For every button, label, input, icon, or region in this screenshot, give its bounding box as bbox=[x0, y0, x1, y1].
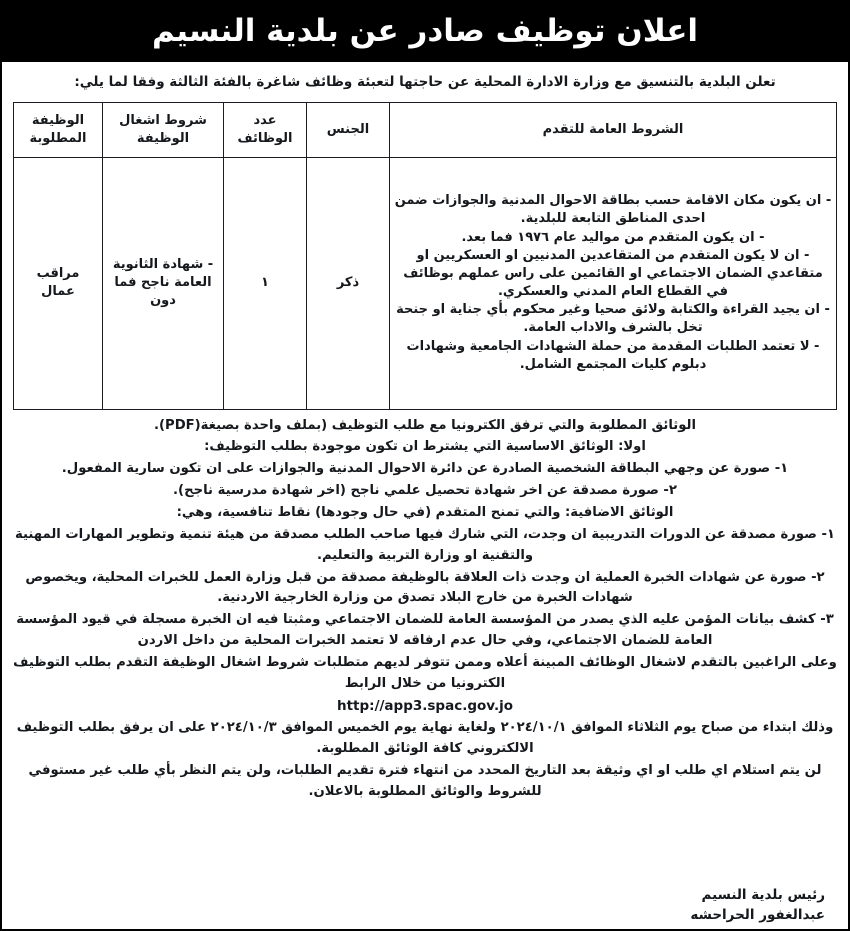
column-header-count: عدد الوظائف bbox=[224, 102, 307, 157]
intro-paragraph: تعلن البلدية بالتنسيق مع وزارة الادارة المحلية عن حاجتها لتعبئة وظائف شاغرة بالفئة الثالثة وفقا لما يلي: bbox=[74, 74, 776, 90]
column-header-job-requirements: شروط اشغال الوظيفة bbox=[103, 102, 224, 157]
vacancies-table bbox=[13, 102, 837, 410]
condition-item: - ان يكون المتقدم من مواليد عام ١٩٧٦ فما بعد. bbox=[461, 229, 765, 245]
condition-item: - ان لا يكون المتقدم من المتقاعدين المدنيين او العسكريين او متقاعدي الضمان الاجتماعي او القائمين على راس عملهم بوظائف في القطاع العام المدني والعسكري. bbox=[403, 247, 823, 300]
table-header-row bbox=[14, 102, 837, 157]
signature-role: رئيس بلدية النسيم bbox=[701, 886, 825, 903]
basic-document-item: ٢- صورة مصدقة عن اخر شهادة تحصيل علمي ناجح (اخر شهادة مدرسية ناجح). bbox=[173, 483, 677, 499]
cell-gender: ذكر bbox=[307, 157, 390, 409]
document-requirements-section bbox=[13, 416, 837, 876]
basic-documents-heading: اولا: الوثائق الاساسية التي يشترط ان تكون موجودة بطلب التوظيف: bbox=[204, 439, 646, 455]
page-title: اعلان توظيف صادر عن بلدية النسيم bbox=[151, 12, 699, 49]
additional-document-item: ٣- كشف بيانات المؤمن عليه الذي يصدر من المؤسسة العامة للضمان الاجتماعي ومثبتا فيه ان الخبرة مسجلة في قيود المؤسسة العامة للضمان الاجتماعي، وفي حال عدم ارفاقه لا تعتمد الخبرات المحلية من داخل الاردن bbox=[16, 612, 834, 649]
basic-document-item: ١- صورة عن وجهي البطاقة الشخصية الصادرة عن دائرة الاحوال المدنية والجوازات على ان تكون سارية المفعول. bbox=[61, 461, 789, 477]
content-frame bbox=[0, 62, 850, 931]
condition-item: - ان يجيد القراءة والكتابة ولائق صحيا وغير محكوم بأي جناية او جنحة تخل بالشرف والاداب العامة. bbox=[396, 302, 830, 336]
application-period: وذلك ابتداء من صباح يوم الثلاثاء الموافق ٢٠٢٤/١٠/١ ولغاية نهاية يوم الخميس الموافق ٢٠٢٤/١٠/٣ على ان يرفق بطلب التوظيف الالكتروني كافة الوثائق المطلوبة. bbox=[16, 720, 834, 756]
additional-document-item: ١- صورة مصدقة عن الدورات التدريبية ان وجدت، التي شارك فيها صاحب الطلب مصدقة من هيئة تنمية وتطوير المهارات المهنية والتقنية او وزارة التربية والتعليم. bbox=[15, 526, 835, 563]
additional-documents-heading: الوثائق الاضافية: والتي تمنح المتقدم (في حال وجودها) نقاط تنافسية، وهي: bbox=[176, 505, 674, 520]
column-header-job-title: الوظيفة المطلوبة bbox=[14, 102, 103, 157]
application-url[interactable]: http://app3.spac.gov.jo bbox=[336, 697, 513, 714]
cell-count: ١ bbox=[224, 157, 307, 409]
documents-intro: الوثائق المطلوبة والتي ترفق الكترونيا مع طلب التوظيف (بملف واحدة بصيغة(PDF). bbox=[153, 417, 696, 433]
signature-name: عبدالغفور الحراحشه bbox=[690, 906, 825, 923]
application-notice: لن يتم استلام اي طلب او اي وثيقة بعد التاريخ المحدد من انتهاء فترة تقديم الطلبات، ولن يتم النظر بأي طلب غير مستوفي للشروط والوثائق المطلوبة بالاعلان. bbox=[28, 762, 822, 799]
title-banner bbox=[0, 0, 850, 62]
column-header-general-conditions: الشروط العامة للتقدم bbox=[390, 102, 837, 157]
cell-general-conditions bbox=[390, 157, 837, 409]
condition-item: - ان يكون مكان الاقامة حسب بطاقة الاحوال المدنية والجوازات ضمن احدى المناطق التابعة للبلدية. bbox=[394, 193, 832, 227]
condition-item: - لا تعتمد الطلبات المقدمة من حملة الشهادات الجامعية وشهادات دبلوم كليات المجتمع الشامل. bbox=[406, 338, 820, 372]
signature-block bbox=[13, 885, 837, 926]
column-header-gender: الجنس bbox=[307, 102, 390, 157]
application-instruction: وعلى الراغبين بالتقدم لاشغال الوظائف المبينة أعلاه وممن تتوفر لديهم متطلبات شروط اشغال الوظيفة التقدم بطلب التوظيف الكترونيا من خلال الرابط bbox=[13, 655, 837, 691]
additional-document-item: ٢- صورة عن شهادات الخبرة العملية ان وجدت ذات العلاقة بالوظيفة مصدقة من قبل وزارة العمل للخبرات المحلية، ويخصوص شهادات الخبرة من خارج البلاد تصدق من وزارة الخارجية الاردنية. bbox=[25, 569, 825, 606]
cell-job-requirements: - شهادة الثانوية العامة ناجح فما دون bbox=[103, 157, 224, 409]
table-row bbox=[14, 157, 837, 409]
cell-job-title: مراقب عمال bbox=[14, 157, 103, 409]
